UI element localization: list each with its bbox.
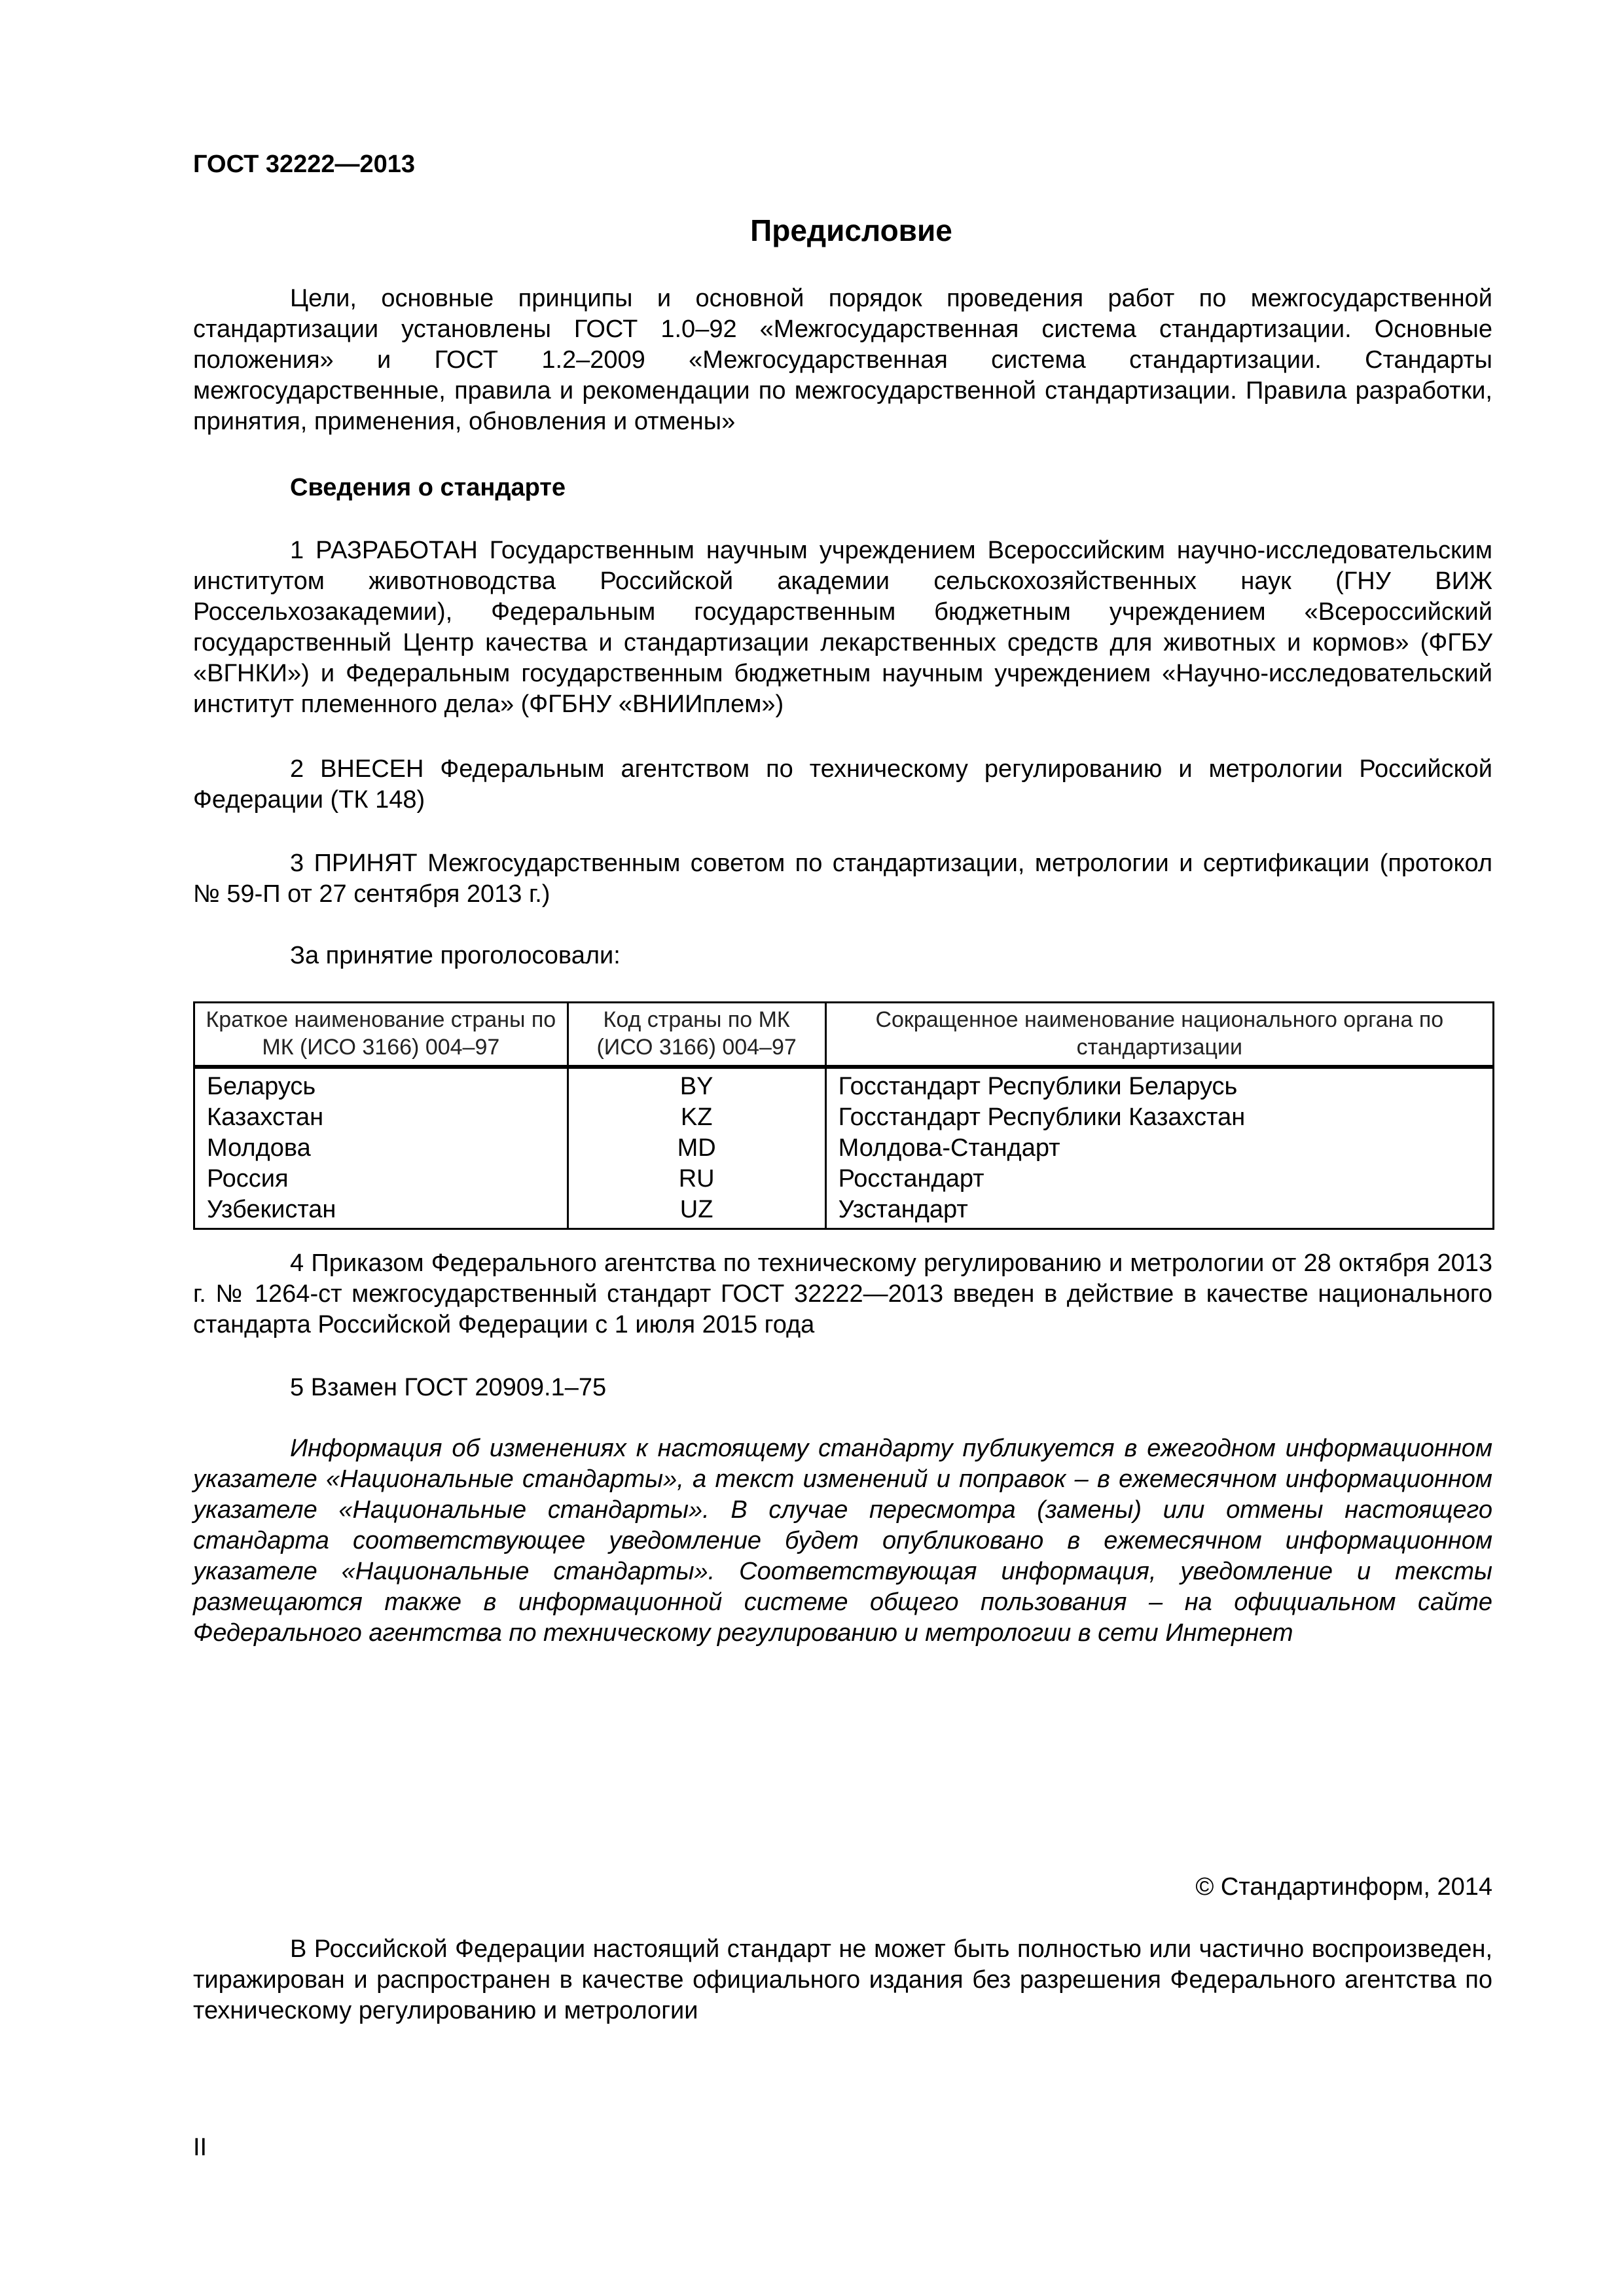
info-note-paragraph: Информация об изменениях к настоящему стандарту публикуется в ежегодном информационном указателе «Национальные стандарты», а текст изменений и поправок – в ежемесячном информационном указателе «Национальные стандарты». В случае пересмотра (замены) или отмены настоящего стандарта соответствующее уведомление будет опубликовано в ежемесячном информационном указателе «Национальные стандарты». Соответствующая информация, уведомление и тексты размещаются также в информационной системе общего пользования – на официальном сайте Федерального агентства по техническому регулированию и метрологии в сети Интернет <box>193 1435 1492 1647</box>
country-cell: Россия <box>194 1164 568 1194</box>
table-row <box>194 1164 1494 1194</box>
column-header-country: Краткое наименование страны по МК (ИСО 3166) 004–97 <box>194 1003 568 1067</box>
code-cell: RU <box>568 1164 825 1194</box>
body-cell: Росстандарт <box>825 1164 1493 1194</box>
page-number: II <box>193 2134 208 2161</box>
item-2-paragraph: 2 ВНЕСЕН Федеральным агентством по техническому регулированию и метрологии Российской Федерации (ТК 148) <box>193 755 1492 814</box>
page-title: Предисловие <box>750 213 952 247</box>
item-3-paragraph: 3 ПРИНЯТ Межгосударственным советом по стандартизации, метрологии и сертификации (протокол № 59-П от 27 сентября 2013 г.) <box>193 850 1492 908</box>
item-5-paragraph: 5 Взамен ГОСТ 20909.1–75 <box>290 1374 607 1401</box>
body-cell: Госстандарт Республики Казахстан <box>825 1102 1493 1133</box>
vote-intro: За принятие проголосовали: <box>290 942 621 969</box>
body-cell: Молдова-Стандарт <box>825 1133 1493 1164</box>
copyright-line: © Стандартинформ, 2014 <box>1195 1873 1492 1901</box>
country-cell: Казахстан <box>194 1102 568 1133</box>
body-cell: Узстандарт <box>825 1194 1493 1229</box>
column-header-code: Код страны по МК (ИСО 3166) 004–97 <box>568 1003 825 1067</box>
item-1-paragraph: 1 РАЗРАБОТАН Государственным научным учреждением Всероссийским научно-исследовательским институтом животноводства Российской академии сельскохозяйственных наук (ГНУ ВИЖ Россельхозакадемии), Федеральным государственным бюджетным учреждением «Всероссийский государственный Центр качества и стандартизации лекарственных средств для животных и кормов» (ФГБУ «ВГНКИ») и Федеральным государственным бюджетным научным учреждением «Научно-исследовательский институт племенного дела» (ФГБНУ «ВНИИплем») <box>193 537 1492 718</box>
code-cell: KZ <box>568 1102 825 1133</box>
code-cell: UZ <box>568 1194 825 1229</box>
country-cell: Беларусь <box>194 1067 568 1102</box>
intro-paragraph: Цели, основные принципы и основной порядок проведения работ по межгосударственной стандартизации установлены ГОСТ 1.0–92 «Межгосударственная система стандартизации. Основные положения» и ГОСТ 1.2–2009 «Межгосударственная система стандартизации. Стандарты межгосударственные, правила и рекомендации по межгосударственной стандартизации. Правила разработки, принятия, применения, обновления и отмены» <box>193 285 1492 435</box>
table-row <box>194 1067 1494 1102</box>
country-cell: Молдова <box>194 1133 568 1164</box>
country-cell: Узбекистан <box>194 1194 568 1229</box>
column-header-body: Сокращенное наименование национального органа по стандартизации <box>825 1003 1493 1067</box>
item-4-paragraph: 4 Приказом Федерального агентства по техническому регулированию и метрологии от 28 октября 2013 г. № 1264-ст межгосударственный стандарт ГОСТ 32222—2013 введен в действие в качестве национального стандарта Российской Федерации с 1 июля 2015 года <box>193 1249 1492 1338</box>
body-cell: Госстандарт Республики Беларусь <box>825 1067 1493 1102</box>
voting-table <box>193 1001 1494 1230</box>
table-row <box>194 1102 1494 1133</box>
table-header-row <box>194 1003 1494 1067</box>
code-cell: MD <box>568 1133 825 1164</box>
legal-note-paragraph: В Российской Федерации настоящий стандарт не может быть полностью или частично воспроизведен, тиражирован и распространен в качестве официального издания без разрешения Федерального агентства по техническому регулированию и метрологии <box>193 1935 1492 2024</box>
document-code: ГОСТ 32222—2013 <box>193 151 416 178</box>
code-cell: BY <box>568 1067 825 1102</box>
table-row <box>194 1133 1494 1164</box>
section-heading: Сведения о стандарте <box>290 474 566 501</box>
table-row <box>194 1194 1494 1229</box>
